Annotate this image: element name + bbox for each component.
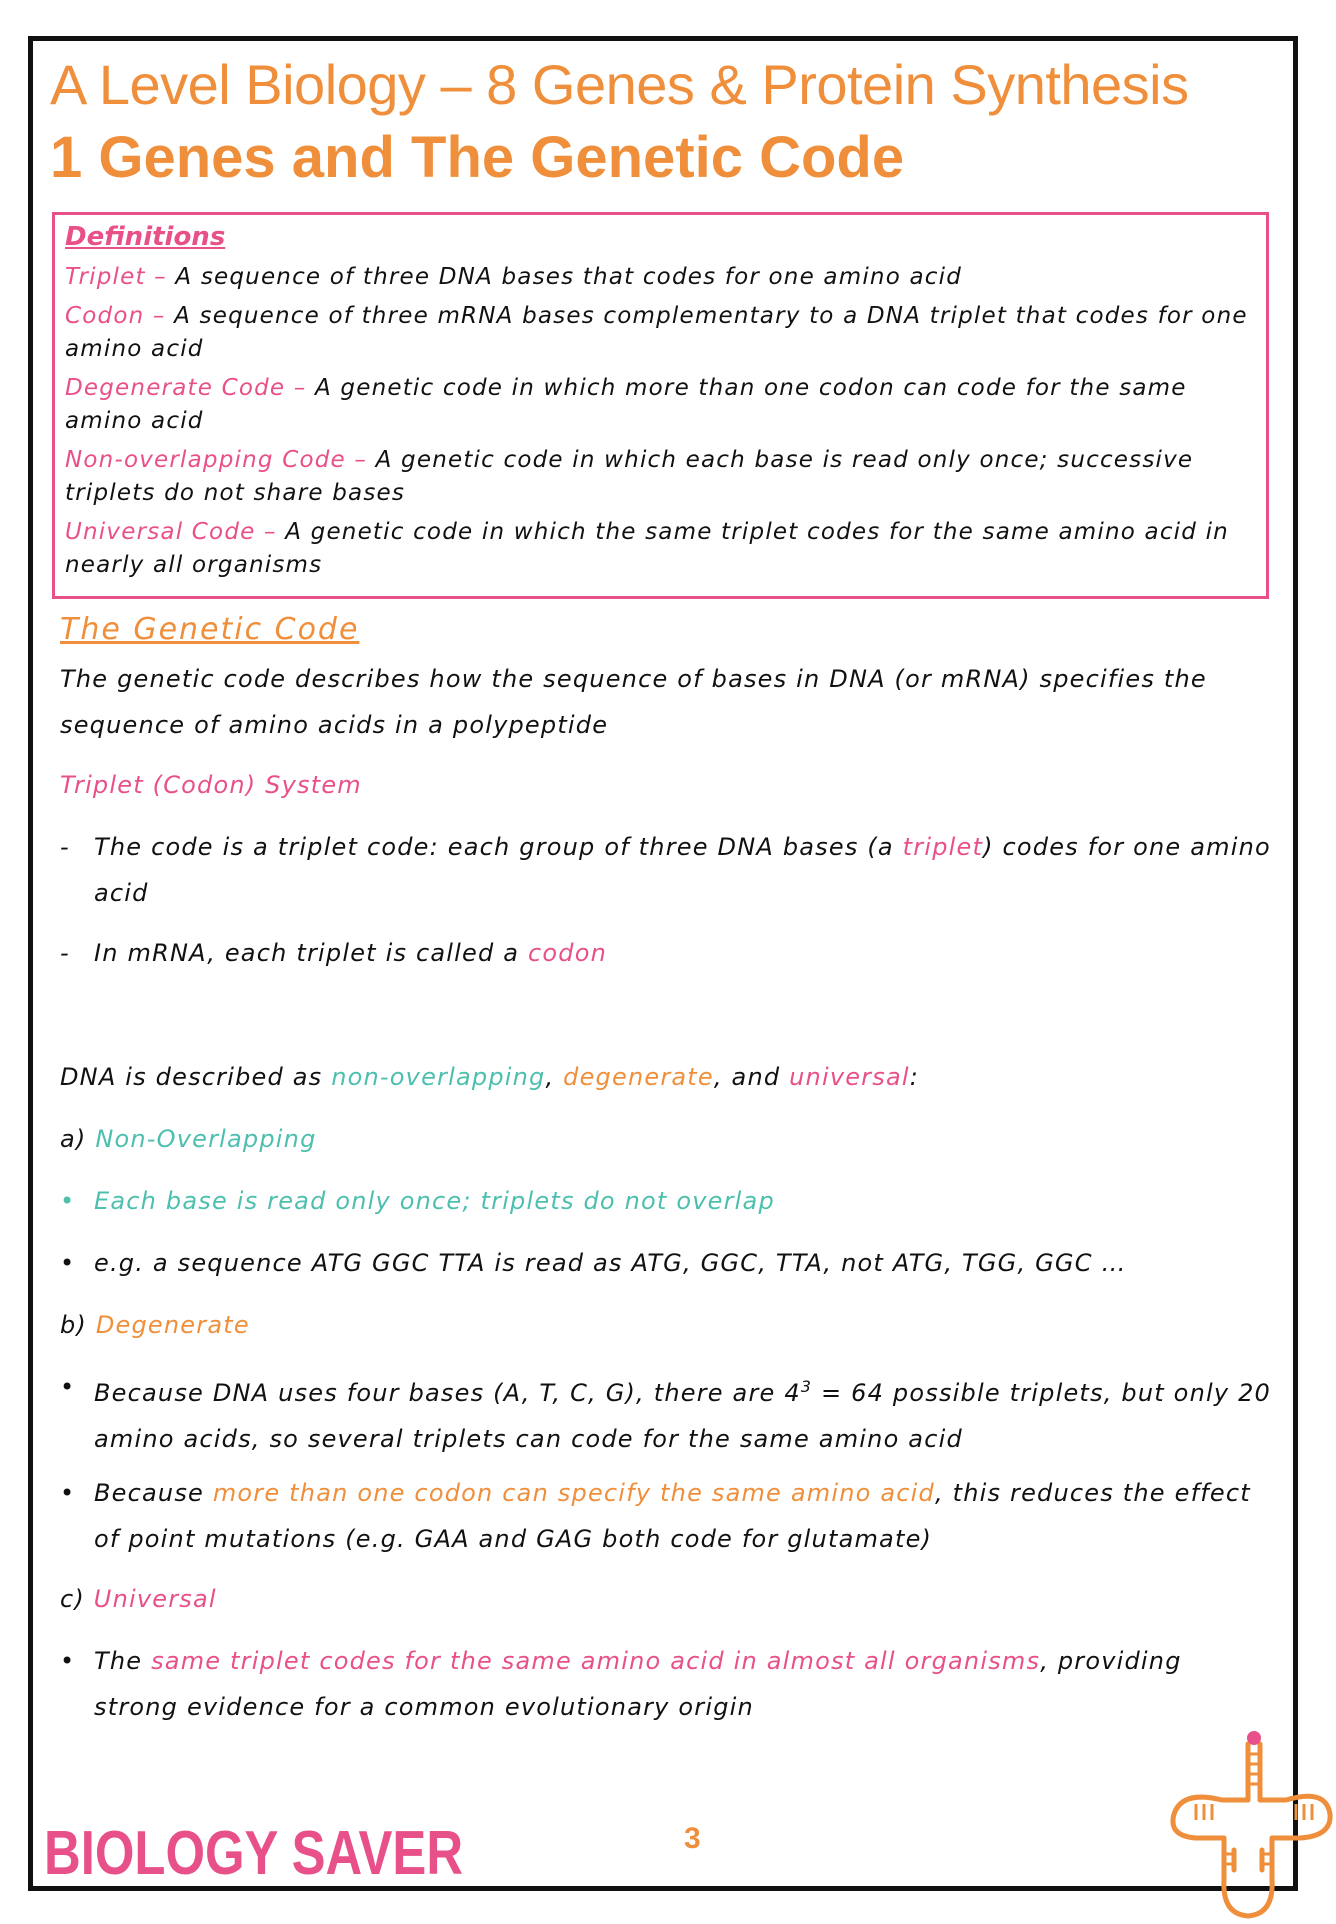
definition-item	[65, 516, 1256, 582]
lead-separator: ,	[545, 1063, 564, 1091]
bullet-dot: •	[60, 1187, 76, 1215]
dash-bullet: -	[60, 833, 70, 861]
definition-term: Degenerate Code –	[65, 375, 315, 401]
bullet-dot: •	[60, 1249, 76, 1277]
bullet-text: = 64 possible triplets, but only 20 amino acids, so several triplets can code for the same amino acid	[94, 1379, 1272, 1453]
bullet-item	[60, 1240, 1274, 1286]
degenerate-heading	[60, 1302, 1250, 1348]
section-heading: 1 Genes and The Genetic Code	[50, 125, 905, 190]
highlight-degenerate: degenerate	[563, 1063, 714, 1091]
dash-text: The code is a triplet code: each group of three DNA bases (a	[94, 833, 903, 861]
lead-separator: , and	[713, 1063, 790, 1091]
list-label: a)	[60, 1125, 96, 1153]
bullet-item	[60, 1638, 1274, 1730]
highlight-universal: universal	[789, 1063, 910, 1091]
definition-text: A sequence of three mRNA bases complementary to a DNA triplet that codes for one amino acid	[65, 303, 1248, 362]
definition-item	[65, 261, 1256, 294]
highlight-codon: codon	[528, 939, 608, 967]
bullet-text: Because DNA uses four bases (A, T, C, G), there are 4	[94, 1379, 801, 1407]
lead-text: DNA is described as	[60, 1063, 332, 1091]
list-label: b)	[60, 1311, 96, 1339]
bullet-text: e.g. a sequence ATG GGC TTA is read as ATG, GGC, TTA, not ATG, TGG, GGC …	[94, 1249, 1127, 1277]
definitions-heading: Definitions	[65, 222, 226, 252]
dash-text: In mRNA, each triplet is called a	[94, 939, 529, 967]
bullet-item	[60, 1470, 1274, 1562]
bullet-text: Because	[94, 1479, 213, 1507]
bullet-item	[60, 1364, 1274, 1462]
triplet-system-subheading: Triplet (Codon) System	[60, 771, 362, 799]
lead-text: :	[909, 1063, 920, 1091]
dash-item-codon	[60, 930, 1274, 976]
definitions-box	[52, 212, 1269, 599]
biology-saver-logo: BIOLOGY SAVER	[44, 1819, 464, 1888]
properties-lead	[60, 1054, 1250, 1100]
definition-term: Triplet –	[65, 264, 176, 290]
dash-bullet: -	[60, 939, 70, 967]
definition-term: Universal Code –	[65, 519, 286, 545]
universal-heading	[60, 1576, 1250, 1622]
dash-text: ) codes for one amino acid	[94, 833, 1271, 907]
bullet-dot: •	[60, 1647, 76, 1675]
universal-title: Universal	[93, 1585, 217, 1613]
definition-text: A sequence of three DNA bases that codes for one amino acid	[175, 264, 963, 290]
exponent: 3	[800, 1377, 813, 1396]
bullet-text: , providing strong evidence for a common evolutionary origin	[94, 1647, 1182, 1721]
bullet-dot: •	[60, 1479, 76, 1507]
bullet-dot: •	[60, 1373, 76, 1401]
definition-text: A genetic code in which the same triplet codes for the same amino acid in nearly all organisms	[65, 519, 1229, 578]
highlight-text: more than one codon can specify the same amino acid	[212, 1479, 935, 1507]
bullet-item	[60, 1178, 1274, 1224]
non-overlapping-title: Non-Overlapping	[95, 1125, 317, 1153]
non-overlapping-heading	[60, 1116, 1250, 1162]
page-number: 3	[684, 1822, 701, 1855]
bullet-text: , this reduces the effect of point mutations (e.g. GAA and GAG both code for glutamate)	[94, 1479, 1251, 1553]
definition-item	[65, 300, 1256, 366]
definition-term: Non-overlapping Code –	[65, 447, 376, 473]
dash-item-triplet	[60, 824, 1274, 916]
document-title: A Level Biology – 8 Genes & Protein Synthesis	[50, 53, 1189, 116]
degenerate-title: Degenerate	[95, 1311, 250, 1339]
highlight-text: same triplet codes for the same amino acid in almost all organisms	[151, 1647, 1041, 1675]
trna-icon	[1162, 1730, 1336, 1924]
definition-text: A genetic code in which more than one codon can code for the same amino acid	[65, 375, 1187, 434]
definition-item	[65, 372, 1256, 438]
definition-term: Codon –	[65, 303, 175, 329]
bullet-text: The	[94, 1647, 152, 1675]
definition-item	[65, 444, 1256, 510]
bullet-text: Each base is read only once; triplets do not overlap	[94, 1187, 775, 1215]
list-label: c)	[60, 1585, 94, 1613]
genetic-code-intro: The genetic code describes how the sequence of bases in DNA (or mRNA) specifies the sequence of amino acids in a polypeptide	[60, 665, 1207, 739]
highlight-non-overlapping: non-overlapping	[331, 1063, 546, 1091]
highlight-triplet: triplet	[902, 833, 984, 861]
definition-text: A genetic code in which each base is read only once; successive triplets do not share bases	[65, 447, 1194, 506]
genetic-code-heading: The Genetic Code	[60, 612, 360, 647]
